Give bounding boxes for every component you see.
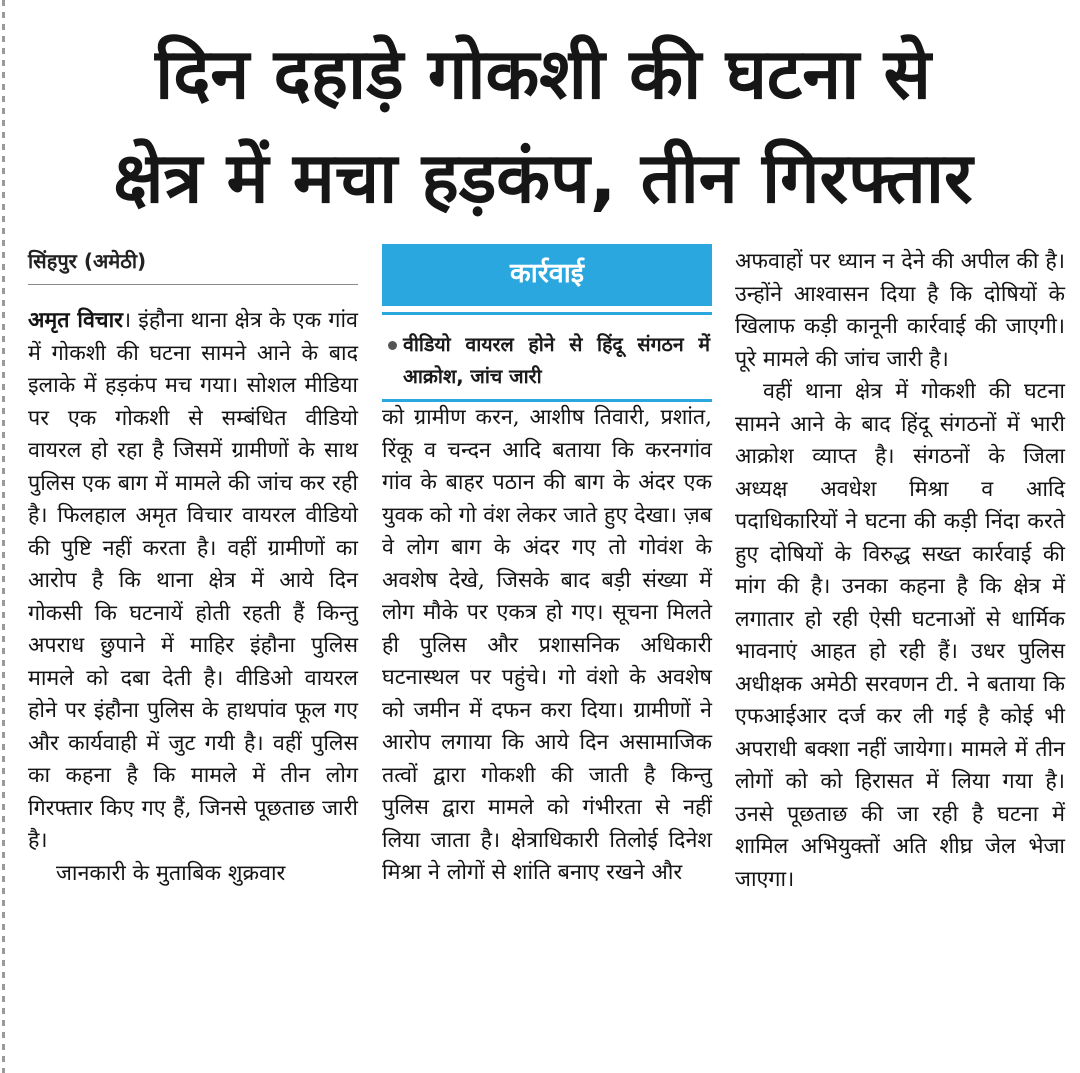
paragraph bbox=[28, 305, 358, 858]
paragraph: वहीं थाना क्षेत्र में गोकशी की घटना सामने आने के बाद हिंदू संगठनों में भारी आक्रोश व्याप्त है। संगठनों के जिला अध्यक्ष अवधेश मिश्रा व आदि पदाधिकारियों ने घटना की कड़ी निंदा करते हुए दोषियों के विरुद्ध सख्त कार्रवाई की मांग की है। उनका कहना है कि क्षेत्र में लगातार हो रही ऐसी घटनाओं से धार्मिक भावनाएं आहत हो रही हैं। उधर पुलिस अधीक्षक अमेठी सरवणन टी. ने बताया कि एफआईआर दर्ज कर ली गई है कोई भी अपराधी बक्शा नहीं जायेगा। मामले में तीन लोगों को को हिरासत में लिया गया है। उनसे पूछताछ की जा रही है घटना में शामिल अभियुक्तों अति शीघ्र जेल भेजा जाएगा। bbox=[735, 379, 1065, 892]
bullet-icon bbox=[388, 341, 397, 350]
headline-line-2: क्षेत्र में मचा हड़कंप, तीन गिरफ्तार bbox=[113, 137, 973, 219]
subheading bbox=[382, 315, 712, 399]
dateline-divider bbox=[28, 284, 358, 285]
subheading-text: वीडियो वायरल होने से हिंदू संगठन में आक्रोश, जांच जारी bbox=[403, 333, 710, 388]
paragraph: को ग्रामीण करन, आशीष तिवारी, प्रशांत, रिंकू व चन्दन आदि बताया कि करनगांव गांव के बाहर पठान की बाग के अंदर एक युवक को गो वंश लेकर जाते हुए देखा। ज़ब वे लोग बाग के अंदर गए तो गोवंश के अवशेष देखे, जिसके बाद बड़ी संख्या में लोग मौके पर एकत्र हो गए। सूचना मिलते ही पुलिस और प्रशासनिक अधिकारी घटनास्थल पर पहुंचे। गो वंशो के अवशेष को जमीन में दफन करा दिया। ग्रामीणों ने आरोप लगाया कि आये दिन असामाजिक तत्वों द्वारा गोकशी की जाती है किन्तु पुलिस द्वारा मामले को गंभीरता से नहीं लिया जाता है। क्षेत्राधिकारी तिलोई दिनेश मिश्रा ने लोगों से शांति बनाए रखने और bbox=[382, 405, 712, 885]
source-credit: अमृत विचार bbox=[28, 308, 123, 333]
paragraph: जानकारी के मुताबिक शुक्रवार bbox=[55, 860, 286, 886]
headline bbox=[18, 22, 1068, 230]
headline-line-1: दिन दहाड़े गोकशी की घटना से bbox=[155, 33, 931, 115]
section-badge: कार्रवाई bbox=[382, 244, 712, 306]
dateline: सिंहपुर (अमेठी) bbox=[28, 249, 147, 273]
article-column-3 bbox=[735, 246, 1065, 896]
page-edge-dashes bbox=[2, 0, 5, 1073]
article-column-2 bbox=[382, 244, 712, 890]
paragraph: अफवाहों पर ध्यान न देने की अपील की है। उन्होंने आश्वासन दिया है कि दोषियों के खिलाफ कड़ी कानूनी कार्रवाई की जाएगी। पूरे मामले की जांच जारी है। bbox=[735, 249, 1065, 372]
paragraph-text: । इंहौना थाना क्षेत्र के एक गांव में गोकशी की घटना सामने आने के बाद इलाके में हड़कंप मच गया। सोशल मीडिया पर एक गोकशी से सम्बंधित वीडियो वायरल हो रहा है जिसमें ग्रामीणों के साथ पुलिस एक बाग में मामले की जांच कर रही है। फिलहाल अमृत विचार वायरल वीडियो की पुष्टि नहीं करता है। वहीं ग्रामीणों का आरोप है कि थाना क्षेत्र में आये दिन गोकसी कि घटनायें होती रहती हैं किन्तु अपराध छुपाने में माहिर इंहौना पुलिस मामले को दबा देती है। वीडिओ वायरल होने पर इंहौना पुलिस के हाथपांव फूल गए और कार्यवाही में जुट गयी है। वहीं पुलिस का कहना है कि मामले में तीन लोग गिरफ्तार किए गए हैं, जिनसे पूछताछ जारी है। bbox=[28, 308, 358, 853]
article-column-1 bbox=[28, 244, 358, 890]
